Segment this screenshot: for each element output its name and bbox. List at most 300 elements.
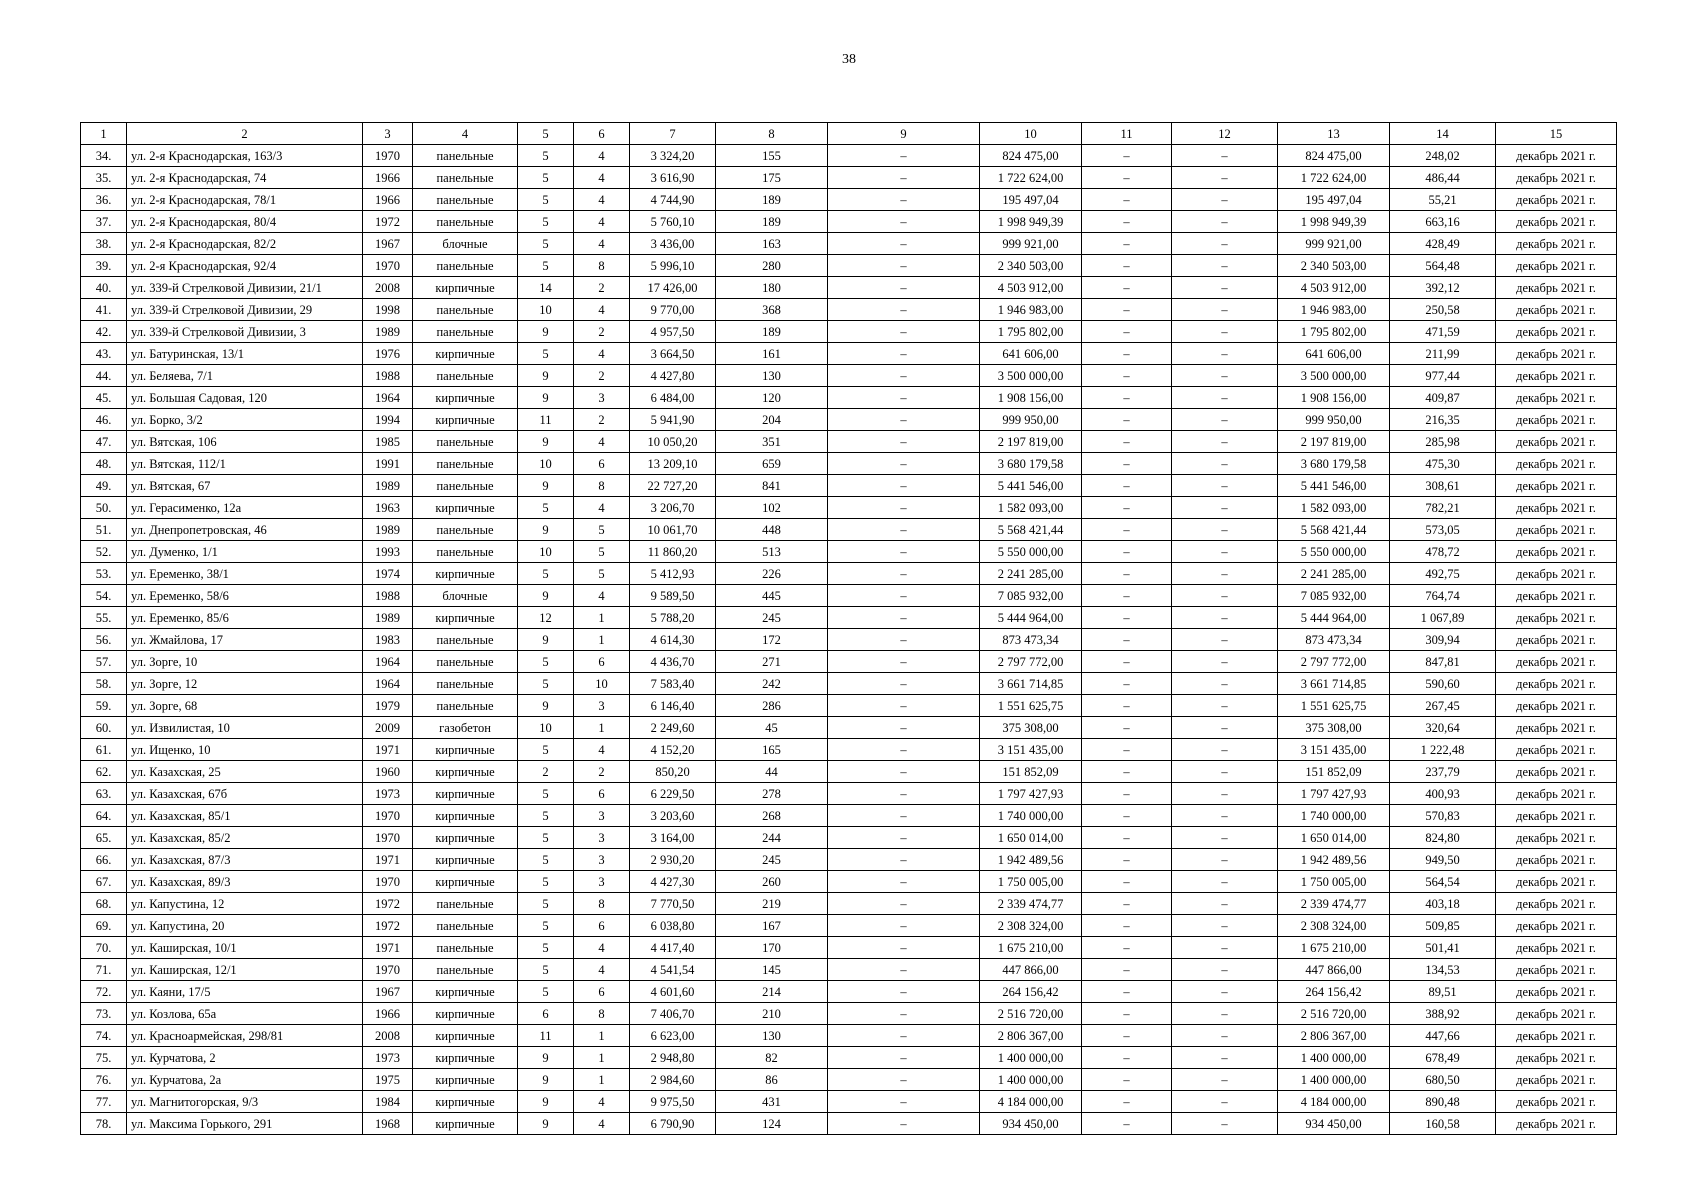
cell-cost: 3 151 435,00 (980, 739, 1082, 761)
table-row (81, 365, 1617, 387)
cell-deadline: декабрь 2021 г. (1496, 959, 1617, 981)
cell-num: 58. (81, 673, 127, 695)
cell-area: 3 324,20 (630, 145, 716, 167)
cell-residents: 242 (716, 673, 828, 695)
cell-entrances: 4 (574, 189, 630, 211)
cell-address: ул. Максима Горького, 291 (127, 1113, 363, 1135)
cell-wall-material: кирпичные (413, 277, 518, 299)
cell-total-cost: 2 340 503,00 (1278, 255, 1390, 277)
table-row (81, 849, 1617, 871)
cell-num: 55. (81, 607, 127, 629)
cell-col9: – (828, 739, 980, 761)
cell-floors: 9 (518, 1069, 574, 1091)
cell-col9: – (828, 607, 980, 629)
table-row (81, 387, 1617, 409)
cell-year: 1966 (363, 167, 413, 189)
cell-area: 17 426,00 (630, 277, 716, 299)
cell-col9: – (828, 981, 980, 1003)
cell-area: 9 770,00 (630, 299, 716, 321)
table-row (81, 981, 1617, 1003)
cell-total-cost: 1 650 014,00 (1278, 827, 1390, 849)
cell-wall-material: панельные (413, 651, 518, 673)
cell-entrances: 2 (574, 365, 630, 387)
cell-floors: 5 (518, 563, 574, 585)
table-row (81, 1047, 1617, 1069)
cell-num: 39. (81, 255, 127, 277)
cell-num: 72. (81, 981, 127, 1003)
cell-deadline: декабрь 2021 г. (1496, 1113, 1617, 1135)
cell-year: 1975 (363, 1069, 413, 1091)
table-row (81, 431, 1617, 453)
cell-entrances: 10 (574, 673, 630, 695)
cell-col12: – (1172, 629, 1278, 651)
cell-entrances: 5 (574, 541, 630, 563)
cell-year: 1989 (363, 607, 413, 629)
cell-deadline: декабрь 2021 г. (1496, 871, 1617, 893)
table-row (81, 1113, 1617, 1135)
table-body (81, 123, 1617, 1135)
cell-floors: 5 (518, 959, 574, 981)
cell-col9: – (828, 717, 980, 739)
table-row (81, 497, 1617, 519)
table-row (81, 299, 1617, 321)
table-row (81, 453, 1617, 475)
cell-cost: 5 441 546,00 (980, 475, 1082, 497)
cell-area: 9 975,50 (630, 1091, 716, 1113)
cell-cost-per-m2: 160,58 (1390, 1113, 1496, 1135)
cell-num: 70. (81, 937, 127, 959)
cell-cost: 3 500 000,00 (980, 365, 1082, 387)
cell-cost-per-m2: 570,83 (1390, 805, 1496, 827)
cell-num: 69. (81, 915, 127, 937)
cell-deadline: декабрь 2021 г. (1496, 717, 1617, 739)
cell-col12: – (1172, 431, 1278, 453)
cell-floors: 9 (518, 519, 574, 541)
cell-entrances: 6 (574, 453, 630, 475)
cell-total-cost: 2 308 324,00 (1278, 915, 1390, 937)
cell-area: 7 583,40 (630, 673, 716, 695)
cell-deadline: декабрь 2021 г. (1496, 541, 1617, 563)
cell-num: 50. (81, 497, 127, 519)
cell-area: 4 957,50 (630, 321, 716, 343)
cell-cost: 1 582 093,00 (980, 497, 1082, 519)
cell-area: 9 589,50 (630, 585, 716, 607)
cell-deadline: декабрь 2021 г. (1496, 189, 1617, 211)
cell-total-cost: 264 156,42 (1278, 981, 1390, 1003)
cell-cost-per-m2: 308,61 (1390, 475, 1496, 497)
cell-col11: – (1082, 585, 1172, 607)
cell-num: 51. (81, 519, 127, 541)
cell-col11: – (1082, 541, 1172, 563)
table-row (81, 673, 1617, 695)
cell-deadline: декабрь 2021 г. (1496, 629, 1617, 651)
table-row (81, 607, 1617, 629)
cell-address: ул. Герасименко, 12а (127, 497, 363, 519)
cell-col11: – (1082, 981, 1172, 1003)
cell-wall-material: кирпичные (413, 1069, 518, 1091)
cell-entrances: 4 (574, 299, 630, 321)
cell-area: 3 616,90 (630, 167, 716, 189)
cell-wall-material: кирпичные (413, 805, 518, 827)
cell-wall-material: кирпичные (413, 409, 518, 431)
cell-entrances: 6 (574, 783, 630, 805)
cell-floors: 10 (518, 453, 574, 475)
cell-deadline: декабрь 2021 г. (1496, 299, 1617, 321)
cell-col11: – (1082, 1003, 1172, 1025)
cell-residents: 82 (716, 1047, 828, 1069)
cell-col12: – (1172, 695, 1278, 717)
cell-deadline: декабрь 2021 г. (1496, 497, 1617, 519)
cell-col12: – (1172, 651, 1278, 673)
cell-floors: 9 (518, 585, 574, 607)
cell-col12: – (1172, 453, 1278, 475)
table-row (81, 915, 1617, 937)
cell-num: 56. (81, 629, 127, 651)
cell-entrances: 6 (574, 915, 630, 937)
cell-entrances: 6 (574, 981, 630, 1003)
cell-num: 45. (81, 387, 127, 409)
cell-address: ул. Большая Садовая, 120 (127, 387, 363, 409)
cell-cost-per-m2: 1 067,89 (1390, 607, 1496, 629)
cell-cost-per-m2: 678,49 (1390, 1047, 1496, 1069)
cell-total-cost: 1 675 210,00 (1278, 937, 1390, 959)
cell-area: 4 427,30 (630, 871, 716, 893)
table-row (81, 695, 1617, 717)
cell-col11: – (1082, 783, 1172, 805)
cell-residents: 271 (716, 651, 828, 673)
cell-area: 6 146,40 (630, 695, 716, 717)
cell-address: ул. 2-я Краснодарская, 92/4 (127, 255, 363, 277)
cell-year: 1960 (363, 761, 413, 783)
table-row (81, 321, 1617, 343)
cell-address: ул. 2-я Краснодарская, 80/4 (127, 211, 363, 233)
cell-col9: – (828, 167, 980, 189)
cell-total-cost: 1 551 625,75 (1278, 695, 1390, 717)
cell-floors: 5 (518, 783, 574, 805)
cell-entrances: 2 (574, 761, 630, 783)
cell-cost: 264 156,42 (980, 981, 1082, 1003)
cell-cost: 4 184 000,00 (980, 1091, 1082, 1113)
table-row (81, 1025, 1617, 1047)
cell-total-cost: 195 497,04 (1278, 189, 1390, 211)
cell-floors: 10 (518, 541, 574, 563)
cell-cost: 2 797 772,00 (980, 651, 1082, 673)
cell-residents: 278 (716, 783, 828, 805)
cell-cost: 7 085 932,00 (980, 585, 1082, 607)
cell-cost-per-m2: 309,94 (1390, 629, 1496, 651)
cell-deadline: декабрь 2021 г. (1496, 783, 1617, 805)
cell-address: ул. Казахская, 89/3 (127, 871, 363, 893)
cell-total-cost: 3 661 714,85 (1278, 673, 1390, 695)
cell-address: ул. Батуринская, 13/1 (127, 343, 363, 365)
cell-year: 1973 (363, 783, 413, 805)
cell-col9: – (828, 849, 980, 871)
cell-total-cost: 375 308,00 (1278, 717, 1390, 739)
cell-col9: – (828, 497, 980, 519)
cell-address: ул. Извилистая, 10 (127, 717, 363, 739)
cell-cost-per-m2: 492,75 (1390, 563, 1496, 585)
cell-num: 77. (81, 1091, 127, 1113)
cell-area: 3 203,60 (630, 805, 716, 827)
cell-num: 37. (81, 211, 127, 233)
cell-num: 48. (81, 453, 127, 475)
cell-wall-material: кирпичные (413, 1003, 518, 1025)
cell-total-cost: 2 516 720,00 (1278, 1003, 1390, 1025)
cell-col12: – (1172, 365, 1278, 387)
cell-residents: 167 (716, 915, 828, 937)
column-header: 10 (980, 123, 1082, 145)
cell-wall-material: панельные (413, 299, 518, 321)
cell-area: 850,20 (630, 761, 716, 783)
cell-year: 1971 (363, 937, 413, 959)
cell-entrances: 4 (574, 497, 630, 519)
cell-total-cost: 934 450,00 (1278, 1113, 1390, 1135)
cell-cost-per-m2: 949,50 (1390, 849, 1496, 871)
cell-cost: 1 797 427,93 (980, 783, 1082, 805)
cell-cost: 2 308 324,00 (980, 915, 1082, 937)
cell-cost-per-m2: 824,80 (1390, 827, 1496, 849)
cell-wall-material: панельные (413, 915, 518, 937)
cell-address: ул. Курчатова, 2 (127, 1047, 363, 1069)
cell-col12: – (1172, 189, 1278, 211)
cell-cost-per-m2: 89,51 (1390, 981, 1496, 1003)
table-row (81, 959, 1617, 981)
cell-deadline: декабрь 2021 г. (1496, 519, 1617, 541)
cell-address: ул. Зорге, 10 (127, 651, 363, 673)
cell-residents: 204 (716, 409, 828, 431)
cell-deadline: декабрь 2021 г. (1496, 365, 1617, 387)
column-header: 9 (828, 123, 980, 145)
cell-col12: – (1172, 673, 1278, 695)
cell-address: ул. Каширская, 12/1 (127, 959, 363, 981)
cell-cost: 1 551 625,75 (980, 695, 1082, 717)
cell-col11: – (1082, 761, 1172, 783)
cell-floors: 9 (518, 387, 574, 409)
cell-entrances: 8 (574, 255, 630, 277)
cell-year: 1970 (363, 145, 413, 167)
cell-entrances: 4 (574, 167, 630, 189)
cell-address: ул. Красноармейская, 298/81 (127, 1025, 363, 1047)
cell-col11: – (1082, 607, 1172, 629)
cell-col12: – (1172, 343, 1278, 365)
cell-cost: 5 444 964,00 (980, 607, 1082, 629)
cell-cost: 1 400 000,00 (980, 1069, 1082, 1091)
cell-cost: 2 339 474,77 (980, 893, 1082, 915)
cell-cost: 5 550 000,00 (980, 541, 1082, 563)
cell-residents: 130 (716, 365, 828, 387)
cell-wall-material: кирпичные (413, 761, 518, 783)
cell-deadline: декабрь 2021 г. (1496, 211, 1617, 233)
cell-residents: 170 (716, 937, 828, 959)
cell-year: 1970 (363, 959, 413, 981)
cell-entrances: 8 (574, 893, 630, 915)
cell-area: 7 406,70 (630, 1003, 716, 1025)
cell-wall-material: панельные (413, 211, 518, 233)
cell-wall-material: панельные (413, 541, 518, 563)
column-header: 11 (1082, 123, 1172, 145)
table-row (81, 827, 1617, 849)
cell-total-cost: 2 806 367,00 (1278, 1025, 1390, 1047)
cell-year: 1967 (363, 233, 413, 255)
cell-deadline: декабрь 2021 г. (1496, 321, 1617, 343)
cell-entrances: 5 (574, 519, 630, 541)
cell-num: 54. (81, 585, 127, 607)
cell-col11: – (1082, 959, 1172, 981)
cell-floors: 5 (518, 167, 574, 189)
cell-floors: 5 (518, 189, 574, 211)
cell-col12: – (1172, 497, 1278, 519)
cell-wall-material: блочные (413, 585, 518, 607)
cell-num: 66. (81, 849, 127, 871)
table-row (81, 343, 1617, 365)
table-row (81, 805, 1617, 827)
cell-floors: 5 (518, 233, 574, 255)
cell-num: 49. (81, 475, 127, 497)
column-header: 12 (1172, 123, 1278, 145)
cell-col9: – (828, 695, 980, 717)
cell-year: 1991 (363, 453, 413, 475)
cell-residents: 45 (716, 717, 828, 739)
cell-area: 6 484,00 (630, 387, 716, 409)
cell-entrances: 2 (574, 277, 630, 299)
cell-total-cost: 4 503 912,00 (1278, 277, 1390, 299)
cell-area: 2 948,80 (630, 1047, 716, 1069)
cell-year: 1963 (363, 497, 413, 519)
cell-deadline: декабрь 2021 г. (1496, 695, 1617, 717)
cell-deadline: декабрь 2021 г. (1496, 607, 1617, 629)
cell-address: ул. Каяни, 17/5 (127, 981, 363, 1003)
cell-total-cost: 824 475,00 (1278, 145, 1390, 167)
cell-cost: 824 475,00 (980, 145, 1082, 167)
cell-col11: – (1082, 145, 1172, 167)
table-row (81, 585, 1617, 607)
cell-total-cost: 151 852,09 (1278, 761, 1390, 783)
cell-cost-per-m2: 55,21 (1390, 189, 1496, 211)
cell-address: ул. Казахская, 85/1 (127, 805, 363, 827)
cell-col11: – (1082, 299, 1172, 321)
cell-cost: 3 661 714,85 (980, 673, 1082, 695)
table-row (81, 761, 1617, 783)
cell-col11: – (1082, 1047, 1172, 1069)
cell-num: 64. (81, 805, 127, 827)
cell-wall-material: кирпичные (413, 1113, 518, 1135)
cell-address: ул. Днепропетровская, 46 (127, 519, 363, 541)
cell-col11: – (1082, 673, 1172, 695)
cell-residents: 260 (716, 871, 828, 893)
cell-col11: – (1082, 365, 1172, 387)
cell-entrances: 1 (574, 1025, 630, 1047)
cell-entrances: 1 (574, 607, 630, 629)
cell-col9: – (828, 805, 980, 827)
cell-year: 1971 (363, 739, 413, 761)
cell-col9: – (828, 409, 980, 431)
cell-wall-material: панельные (413, 189, 518, 211)
cell-deadline: декабрь 2021 г. (1496, 233, 1617, 255)
cell-area: 6 229,50 (630, 783, 716, 805)
cell-area: 3 164,00 (630, 827, 716, 849)
cell-wall-material: панельные (413, 321, 518, 343)
cell-year: 1983 (363, 629, 413, 651)
cell-num: 71. (81, 959, 127, 981)
cell-cost-per-m2: 216,35 (1390, 409, 1496, 431)
cell-deadline: декабрь 2021 г. (1496, 167, 1617, 189)
cell-cost: 1 675 210,00 (980, 937, 1082, 959)
cell-cost-per-m2: 564,54 (1390, 871, 1496, 893)
table-row (81, 519, 1617, 541)
cell-address: ул. 339-й Стрелковой Дивизии, 3 (127, 321, 363, 343)
cell-residents: 165 (716, 739, 828, 761)
cell-year: 1972 (363, 915, 413, 937)
cell-cost: 1 795 802,00 (980, 321, 1082, 343)
cell-residents: 172 (716, 629, 828, 651)
cell-year: 1985 (363, 431, 413, 453)
cell-floors: 5 (518, 343, 574, 365)
cell-col11: – (1082, 255, 1172, 277)
cell-col9: – (828, 915, 980, 937)
cell-total-cost: 2 197 819,00 (1278, 431, 1390, 453)
cell-wall-material: панельные (413, 937, 518, 959)
cell-year: 1972 (363, 893, 413, 915)
cell-deadline: декабрь 2021 г. (1496, 893, 1617, 915)
cell-num: 59. (81, 695, 127, 717)
cell-col11: – (1082, 827, 1172, 849)
cell-wall-material: кирпичные (413, 563, 518, 585)
cell-entrances: 4 (574, 1113, 630, 1135)
cell-col9: – (828, 453, 980, 475)
table-row (81, 541, 1617, 563)
cell-total-cost: 999 950,00 (1278, 409, 1390, 431)
cell-deadline: декабрь 2021 г. (1496, 453, 1617, 475)
cell-cost: 934 450,00 (980, 1113, 1082, 1135)
cell-wall-material: кирпичные (413, 739, 518, 761)
cell-year: 1988 (363, 585, 413, 607)
cell-wall-material: панельные (413, 629, 518, 651)
cell-col11: – (1082, 277, 1172, 299)
cell-cost: 1 650 014,00 (980, 827, 1082, 849)
cell-num: 75. (81, 1047, 127, 1069)
cell-deadline: декабрь 2021 г. (1496, 255, 1617, 277)
cell-col11: – (1082, 893, 1172, 915)
cell-total-cost: 5 444 964,00 (1278, 607, 1390, 629)
table-row (81, 739, 1617, 761)
cell-col11: – (1082, 497, 1172, 519)
cell-col11: – (1082, 409, 1172, 431)
cell-address: ул. Вятская, 67 (127, 475, 363, 497)
cell-total-cost: 447 866,00 (1278, 959, 1390, 981)
cell-residents: 210 (716, 1003, 828, 1025)
cell-area: 4 744,90 (630, 189, 716, 211)
cell-cost-per-m2: 428,49 (1390, 233, 1496, 255)
cell-cost: 999 921,00 (980, 233, 1082, 255)
cell-total-cost: 1 750 005,00 (1278, 871, 1390, 893)
cell-deadline: декабрь 2021 г. (1496, 387, 1617, 409)
cell-cost: 195 497,04 (980, 189, 1082, 211)
table-header-row (81, 123, 1617, 145)
cell-year: 1971 (363, 849, 413, 871)
cell-entrances: 4 (574, 211, 630, 233)
cell-num: 53. (81, 563, 127, 585)
cell-residents: 86 (716, 1069, 828, 1091)
cell-num: 74. (81, 1025, 127, 1047)
cell-floors: 2 (518, 761, 574, 783)
cell-col9: – (828, 277, 980, 299)
cell-deadline: декабрь 2021 г. (1496, 849, 1617, 871)
cell-deadline: декабрь 2021 г. (1496, 585, 1617, 607)
cell-area: 2 249,60 (630, 717, 716, 739)
cell-cost-per-m2: 764,74 (1390, 585, 1496, 607)
cell-entrances: 4 (574, 145, 630, 167)
table-row (81, 893, 1617, 915)
